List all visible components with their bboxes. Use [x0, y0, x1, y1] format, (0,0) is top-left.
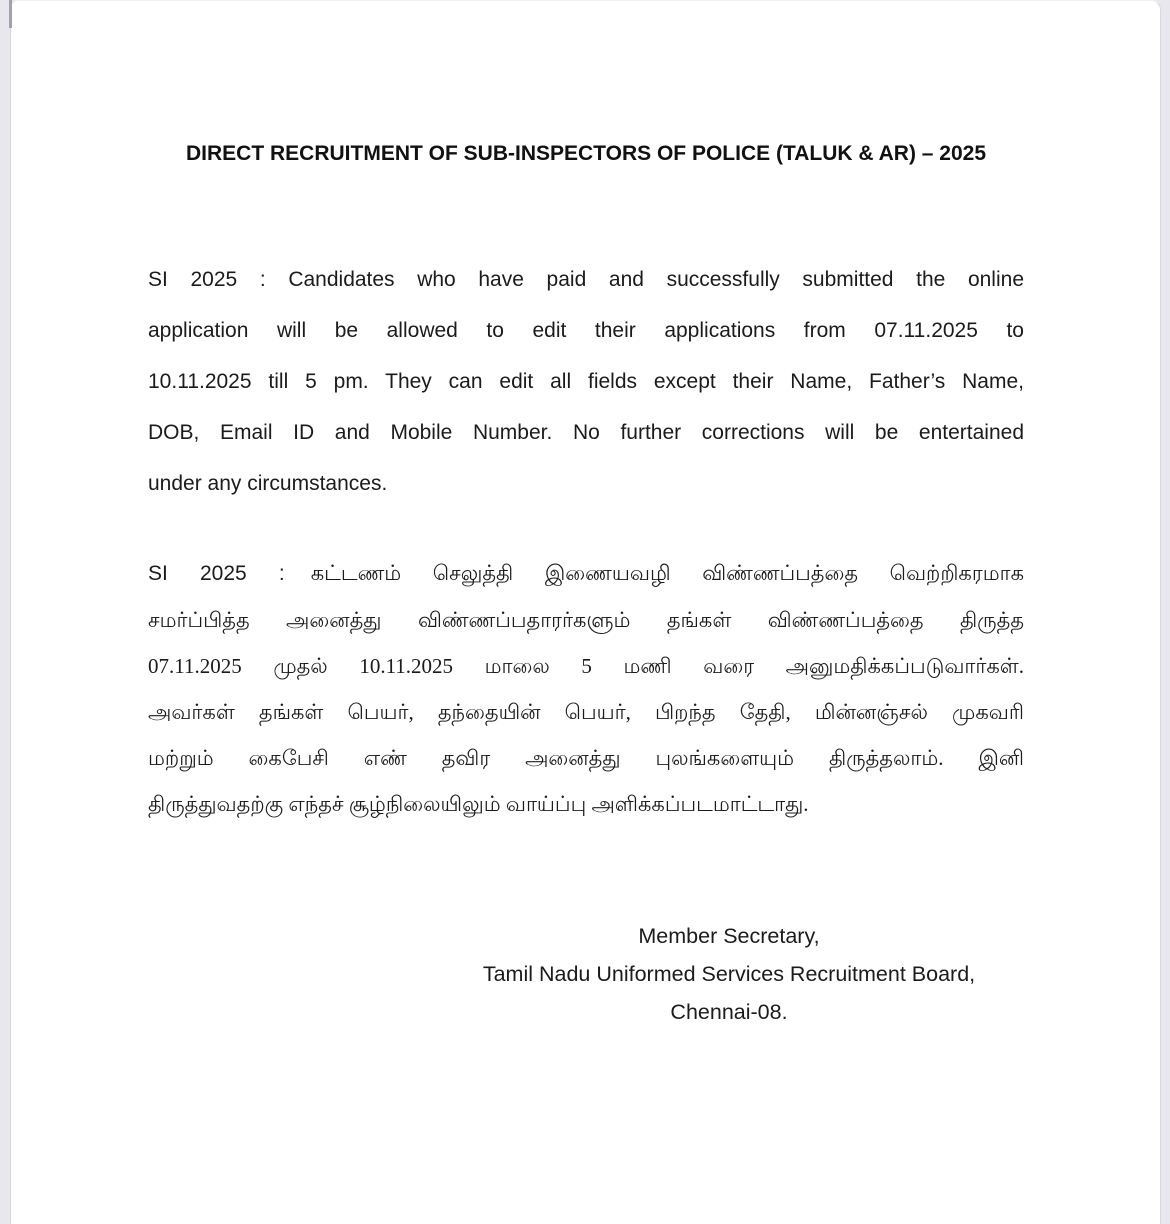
- paragraph-line: திருத்துவதற்கு எந்தச் சூழ்நிலையிலும் வாய்ப்பு அளிக்கப்படமாட்டாது.: [148, 792, 809, 816]
- paragraph-line-text: கட்டணம் செலுத்தி இணையவழி விண்ணப்பத்தை வெற்றிகரமாக: [310, 561, 1024, 585]
- signature-line: Tamil Nadu Uniformed Services Recruitment Board,: [482, 962, 976, 986]
- paragraph-latin-prefix: SI 2025 :: [148, 562, 285, 585]
- paragraph-line: சமர்ப்பித்த அனைத்து விண்ணப்பதாரர்களும் தங்கள் விண்ணப்பத்தை திருத்த: [148, 608, 1024, 632]
- tamil-paragraph: [148, 550, 1024, 827]
- signature-block: [436, 917, 1022, 1031]
- paragraph-line: [148, 550, 1024, 597]
- signature-line: Chennai-08.: [670, 1000, 788, 1024]
- document-page: [10, 0, 1161, 1224]
- english-paragraph: [148, 254, 1024, 509]
- document-title: DIRECT RECRUITMENT OF SUB-INSPECTORS OF POLICE (TALUK & AR) – 2025: [186, 142, 986, 165]
- paragraph-line: அவர்கள் தங்கள் பெயர், தந்தையின் பெயர், பிறந்த தேதி, மின்னஞ்சல் முகவரி: [148, 700, 1024, 724]
- paragraph-line: SI 2025 : Candidates who have paid and successfully submitted the online: [148, 268, 1024, 291]
- paragraph-line: DOB, Email ID and Mobile Number. No further corrections will be entertained: [148, 421, 1024, 444]
- paragraph-line: application will be allowed to edit their applications from 07.11.2025 to: [148, 319, 1024, 342]
- paragraph-line: under any circumstances.: [148, 472, 388, 495]
- paragraph-line: 07.11.2025 முதல் 10.11.2025 மாலை 5 மணி வரை அனுமதிக்கப்படுவார்கள்.: [148, 654, 1024, 678]
- paragraph-line: 10.11.2025 till 5 pm. They can edit all fields except their Name, Father’s Name,: [148, 370, 1024, 393]
- signature-line: Member Secretary,: [638, 924, 820, 948]
- paragraph-line: மற்றும் கைபேசி எண் தவிர அனைத்து புலங்களையும் திருத்தலாம். இனி: [148, 746, 1024, 770]
- document-content: [11, 140, 1160, 1031]
- page-edge-mark: [9, 0, 12, 28]
